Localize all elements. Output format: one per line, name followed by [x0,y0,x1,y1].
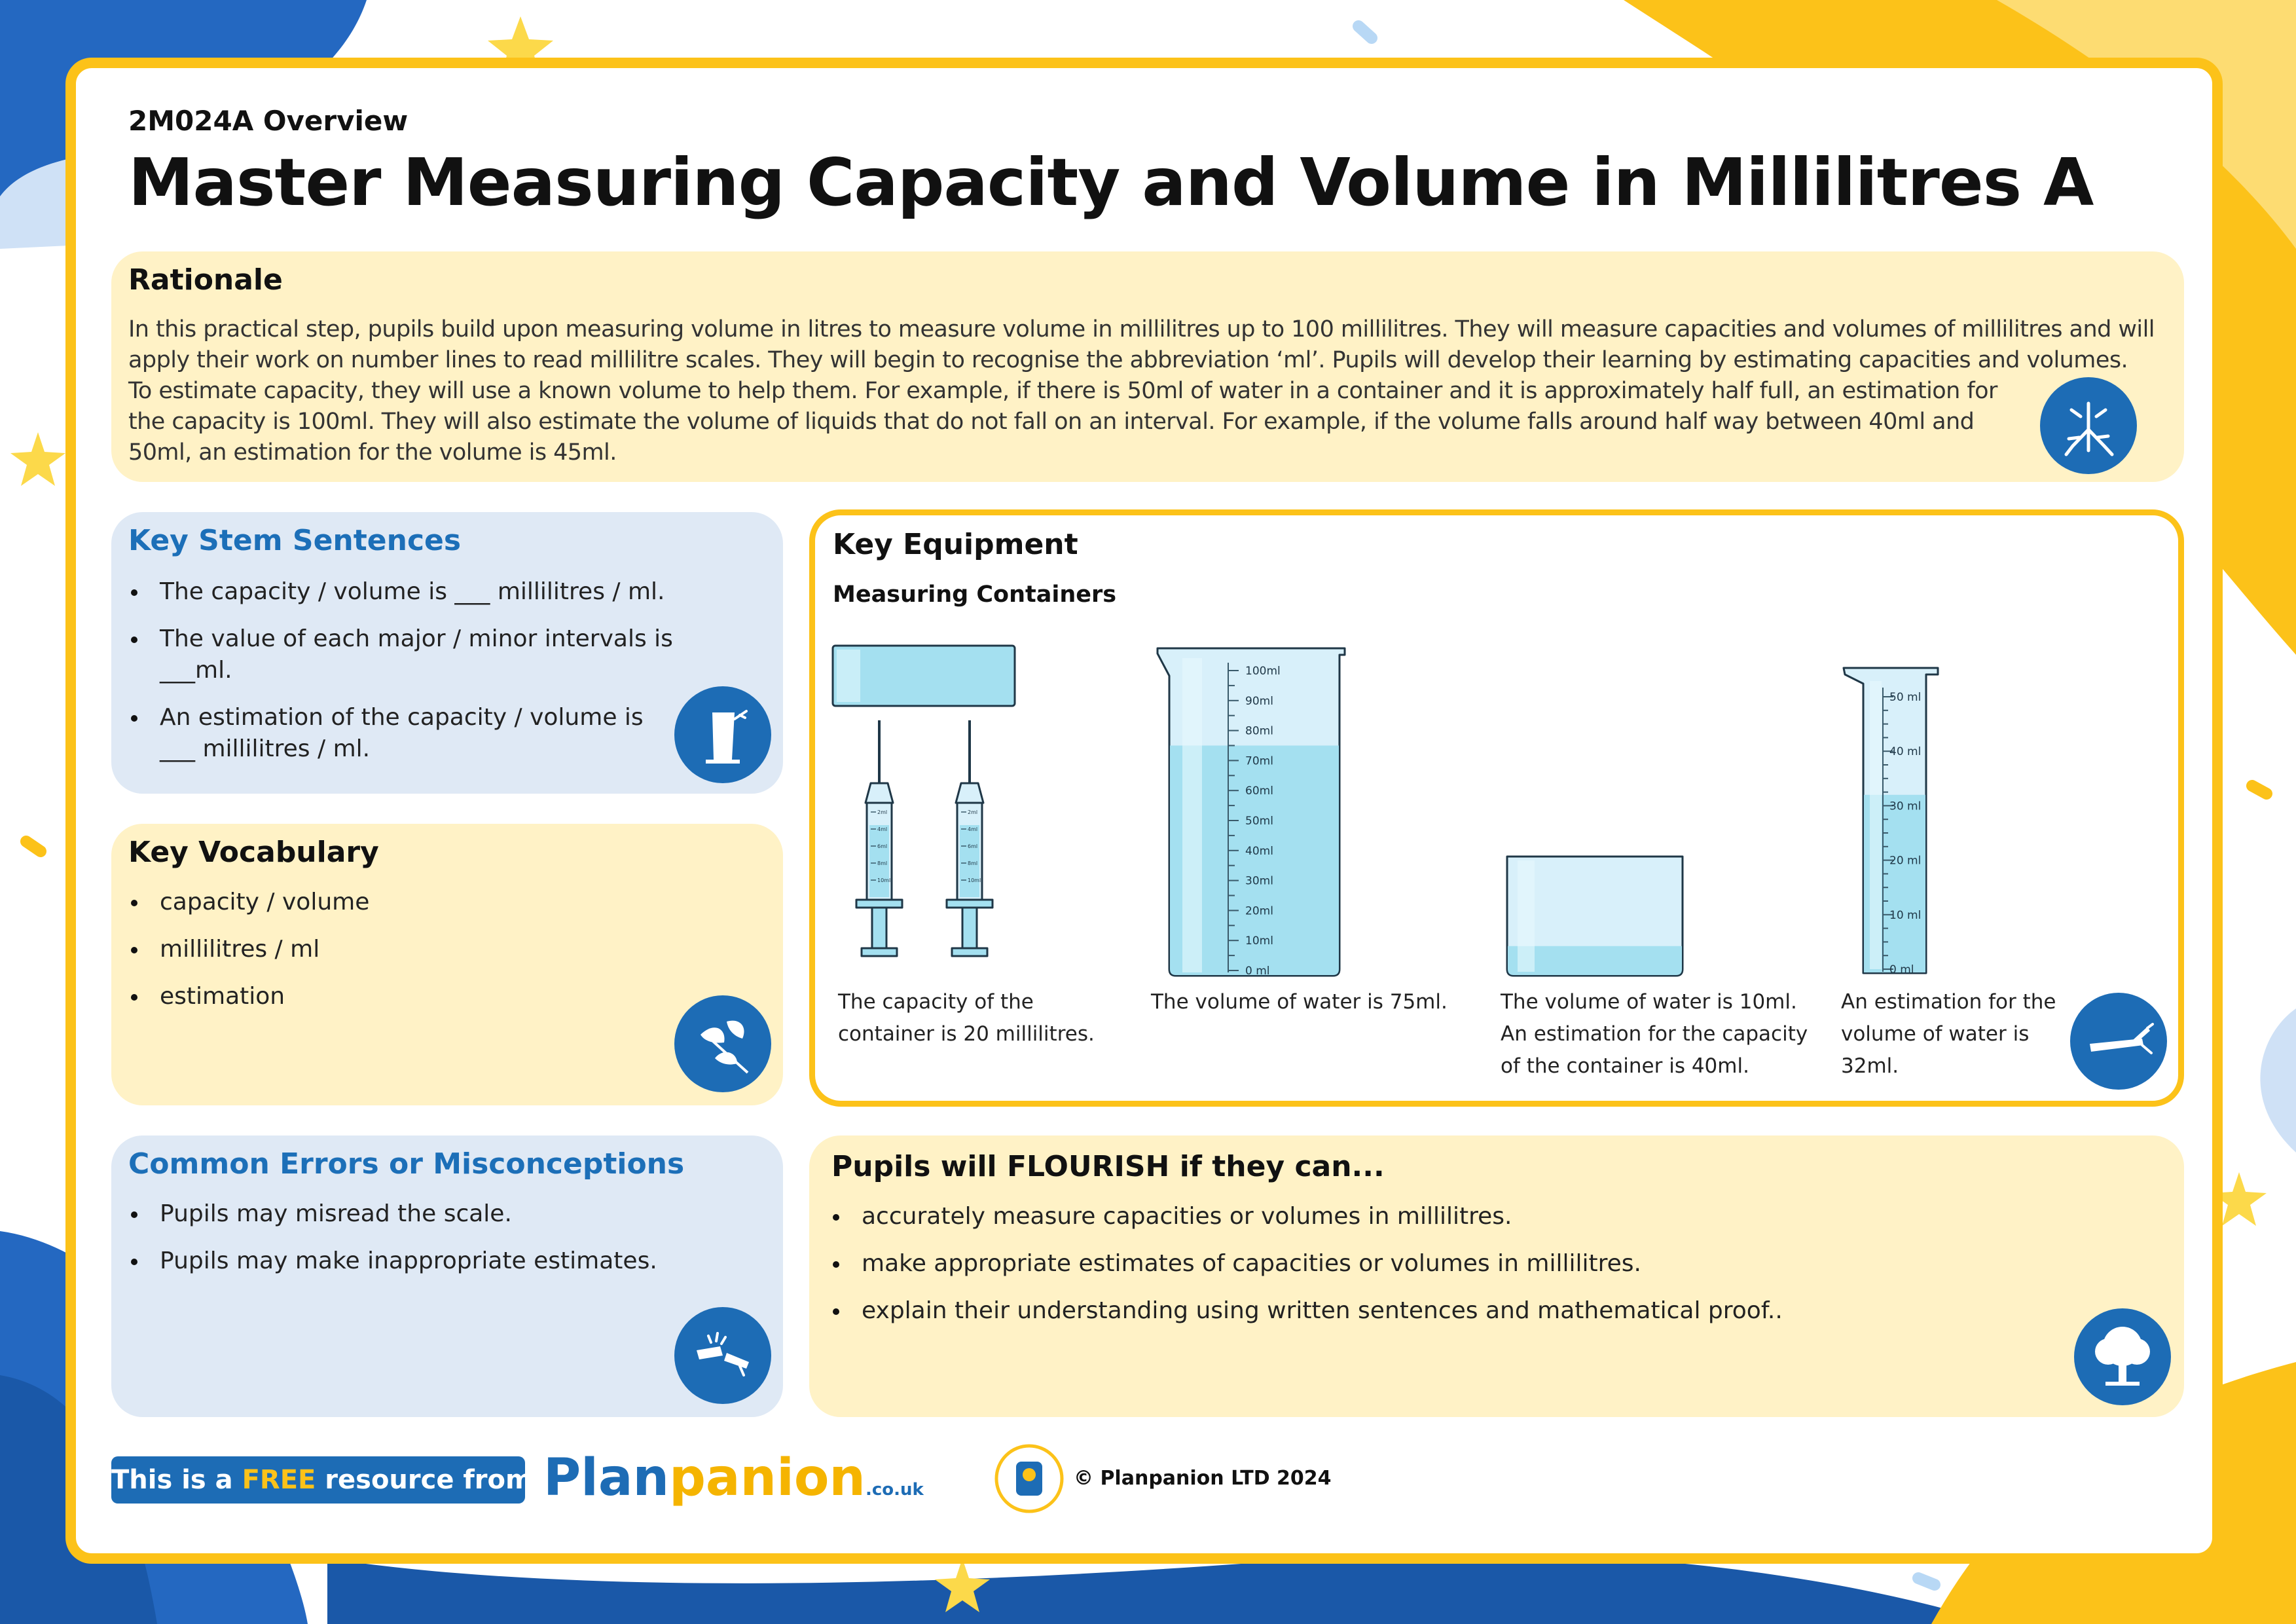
errors-list [128,1198,718,1293]
leaves-icon [674,995,771,1092]
scale-label: 10ml [1245,934,1273,948]
oak-tree-icon [2074,1308,2171,1405]
syringe-caption: The capacity of the container is 20 millilitres. [838,990,1095,1046]
list-item: An estimation of the capacity / volume is ___ millilitres / ml. [128,702,704,765]
scale-label: 0 ml [1245,965,1270,978]
vocab-heading: Key Vocabulary [128,836,379,869]
rationale-line: apply their work on number lines to read millilitre scales. They will begin to recognise the abbreviation ‘ml’. Pupils will develop their learning by estimating capacities and volumes. [128,347,2128,373]
scale-label: 4ml [968,826,978,832]
list-item: estimation [128,981,704,1012]
stem-list [128,576,704,765]
scale-label: 20 ml [1889,854,1922,868]
scale-label: 4ml [877,826,888,832]
list-item: Pupils may make inappropriate estimates. [128,1246,718,1277]
measuring-cylinder [1844,668,1938,973]
scale-label: 60ml [1245,784,1273,798]
branch-icon [2070,993,2167,1090]
dish-caption: The volume of water is 10ml. An estimation for the capacity of the container is 40ml. [1501,990,1808,1078]
measuring-dish [1507,857,1683,976]
list-item: explain their understanding using written sentences and mathematical proof.. [830,1295,2074,1327]
equipment-subheading: Measuring Containers [833,581,1117,608]
broken-branch-icon [674,1307,771,1404]
list-item: millilitres / ml [128,934,704,965]
scale-label: 40 ml [1889,745,1922,759]
scale-label: 2ml [877,809,888,815]
beaker-caption: The volume of water is 75ml. [1151,990,1448,1014]
rationale-line: To estimate capacity, they will use a known volume to help them. For example, if there is 50ml of water in a container and it is approximately half full, an estimation for [128,378,1997,404]
scale-label: 20ml [1245,904,1273,918]
scale-label: 10ml [968,877,981,883]
tree-stump-icon [674,686,771,783]
list-item: Pupils may misread the scale. [128,1198,718,1230]
scale-label: 50 ml [1889,691,1922,704]
scale-label: 50ml [1245,815,1273,828]
list-item: capacity / volume [128,887,704,918]
scale-label: 10ml [877,877,891,883]
scale-label: 70ml [1245,754,1273,768]
copyright: © Planpanion LTD 2024 [1074,1467,1332,1490]
lesson-code: 2M024A Overview [128,105,409,137]
list-item: The capacity / volume is ___ millilitres / ml. [128,576,704,608]
scale-label: 90ml [1245,694,1273,708]
syringe [856,720,902,956]
scale-label: 10 ml [1889,908,1922,922]
stem-heading: Key Stem Sentences [128,524,462,557]
flourish-heading: Pupils will FLOURISH if they can... [831,1150,1385,1183]
scale-label: 6ml [968,843,978,849]
scale-label: 30 ml [1889,800,1922,813]
rationale-line: 50ml, an estimation for the volume is 45ml. [128,439,617,466]
roots-icon [2040,377,2137,474]
rationale-line: In this practical step, pupils build upon measuring volume in litres to measure volume in millilitres up to 100 millilitres. They will measure capacities and volumes of millilitres and will [128,316,2155,342]
flourish-list [830,1201,2074,1342]
scale-label: 80ml [1245,724,1273,738]
errors-heading: Common Errors or Misconceptions [128,1147,685,1181]
rationale-text [128,314,2171,468]
equipment-heading: Key Equipment [833,528,1078,561]
scale-label: 8ml [968,860,978,866]
list-item: The value of each major / minor intervals is ___ml. [128,623,704,686]
scale-label: 0 ml [1889,963,1914,976]
scale-label: 100ml [1245,665,1281,678]
scale-label: 40ml [1245,844,1273,858]
list-item: accurately measure capacities or volumes in millilitres. [830,1201,2074,1232]
scale-label: 6ml [877,843,888,849]
scale-label: 2ml [968,809,978,815]
rationale-heading: Rationale [128,263,283,297]
vocab-list [128,887,704,1028]
scale-label: 8ml [877,860,888,866]
measuring-containers-illustration [809,629,2184,995]
page-title: Master Measuring Capacity and Volume in Millilitres A [128,144,2094,221]
syringe [947,720,993,956]
cylinder-caption: An estimation for the volume of water is 32ml. [1841,990,2056,1078]
free-resource-banner[interactable]: This is a FREE resource from [111,1456,525,1504]
planpanion-badge-icon [994,1443,1065,1514]
rationale-line: the capacity is 100ml. They will also estimate the volume of liquids that do not fall on an interval. For example, if the volume falls around half way between 40ml and [128,409,1975,435]
list-item: make appropriate estimates of capacities or volumes in millilitres. [830,1248,2074,1280]
scale-label: 30ml [1245,874,1273,888]
planpanion-logo[interactable]: Planpanion.co.uk [543,1449,924,1507]
